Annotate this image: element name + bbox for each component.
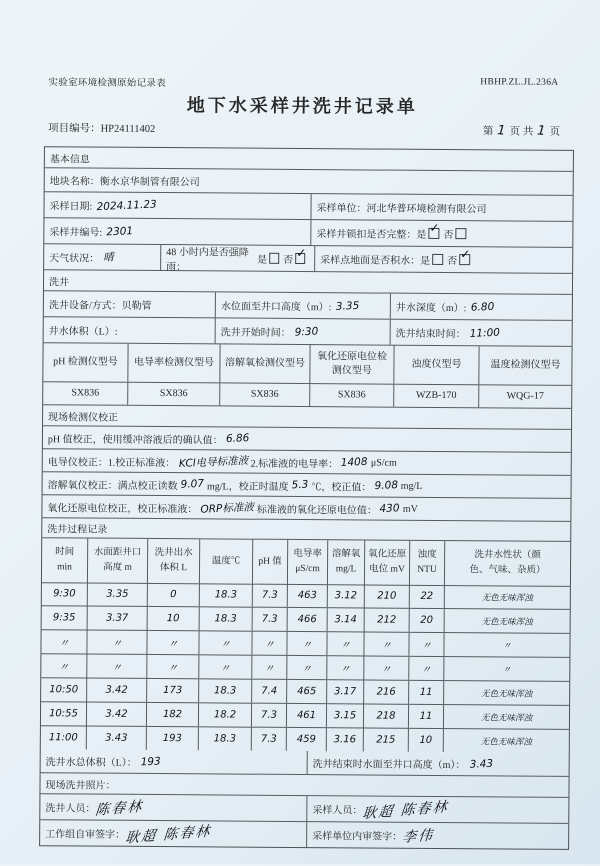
cell-temperature: 18.3 bbox=[199, 727, 252, 750]
process-header-line2: min bbox=[57, 562, 72, 573]
self-review-field bbox=[40, 820, 307, 847]
project-row bbox=[48, 120, 562, 139]
page-counter-text: 页 bbox=[549, 126, 561, 138]
process-header-line1: 水面距井口 bbox=[93, 547, 142, 559]
well-depth-value: 6.80 bbox=[470, 300, 495, 314]
well-number-value: 2301 bbox=[105, 224, 134, 238]
purge-device-value: 贝勒管 bbox=[121, 300, 152, 312]
cell-orp: 〃 bbox=[364, 656, 409, 679]
total-volume-label: 洗井水总体积（L）： bbox=[45, 757, 137, 769]
ponding-field bbox=[315, 246, 572, 273]
process-header-line2: NTU bbox=[417, 564, 437, 575]
orp-calibration-line bbox=[42, 495, 570, 521]
cond-standard-value: KCl电导标准液 bbox=[178, 454, 248, 470]
cell-temperature: 18.2 bbox=[199, 703, 252, 726]
process-header-line1: 时间 bbox=[55, 547, 75, 558]
cell-dissolved-oxygen: 〃 bbox=[327, 632, 364, 655]
cell-orp: 215 bbox=[364, 728, 409, 751]
weather-label: 天气状况： bbox=[49, 253, 100, 265]
process-header-line2: 电位 mV bbox=[369, 564, 405, 575]
cond-value: 1408 bbox=[340, 455, 369, 469]
page-counter-text: 页 共 bbox=[509, 126, 534, 138]
cell-dissolved-oxygen: 3.15 bbox=[327, 704, 364, 727]
project-number: 项目编号：HP24111402 bbox=[48, 123, 156, 135]
cell-orp: 〃 bbox=[364, 632, 409, 655]
process-header-cell bbox=[445, 541, 570, 586]
instrument-header-cell: 氧化还原电位检测仪型号 bbox=[310, 345, 394, 384]
cell-ph: 7.3 bbox=[252, 728, 287, 751]
ponding-yes-label: 是 bbox=[420, 255, 431, 267]
rain-no-checkbox-checked bbox=[295, 253, 305, 264]
cell-orp: 210 bbox=[365, 584, 410, 607]
cell-water-appearance: 无色无味浑浊 bbox=[480, 712, 533, 724]
purge-device-field bbox=[44, 291, 216, 317]
cell-ph: 〃 bbox=[252, 656, 287, 679]
cell-time: 9:30 bbox=[42, 582, 88, 605]
lock-intact-field bbox=[311, 220, 572, 247]
lock-no-label: 否 bbox=[443, 229, 454, 242]
cell-conductivity: 459 bbox=[287, 728, 327, 751]
process-header-line1: 洗井水性状（颜 bbox=[474, 550, 541, 561]
lock-yes-label: 是 bbox=[416, 229, 427, 241]
well-number-field bbox=[44, 218, 311, 245]
cell-conductivity: 466 bbox=[288, 608, 328, 631]
purge-end-value: 11:00 bbox=[469, 326, 501, 340]
process-header-line1: 洗井出水 bbox=[154, 548, 193, 559]
cell-turbidity: 11 bbox=[409, 705, 444, 728]
instrument-header-cell: pH 检测仪型号 bbox=[43, 343, 128, 382]
sampling-staff-field bbox=[307, 796, 568, 823]
cell-dissolved-oxygen: 〃 bbox=[327, 656, 364, 679]
purge-start-label: 洗井开始时间： bbox=[220, 327, 291, 339]
instrument-header-cell: 浊度仪型号 bbox=[394, 346, 479, 385]
record-form bbox=[39, 146, 574, 850]
lock-no-checkbox bbox=[455, 228, 466, 239]
instrument-model-row bbox=[43, 382, 571, 408]
lock-yes-checkbox-checked bbox=[428, 228, 439, 239]
weather-value: 晴 bbox=[102, 251, 114, 264]
water-level-value: 3.35 bbox=[335, 299, 360, 313]
cell-water-appearance: 无色无味浑浊 bbox=[481, 616, 533, 628]
process-header-cell bbox=[288, 540, 328, 584]
rain-yes-checkbox bbox=[269, 253, 279, 264]
cond-unit: μS/cm bbox=[370, 456, 397, 469]
cell-water-depth: 3.37 bbox=[88, 607, 148, 630]
do-corrected-value: 9.08 bbox=[374, 479, 399, 493]
cell-dissolved-oxygen: 3.16 bbox=[327, 728, 364, 751]
cell-time: 〃 bbox=[41, 654, 87, 677]
page-number-current: 1 bbox=[496, 123, 507, 139]
cell-temperature: 18.3 bbox=[199, 679, 252, 702]
cell-turbidity: 11 bbox=[409, 681, 444, 704]
process-header-line1: 电导率 bbox=[293, 549, 322, 560]
process-table-row bbox=[42, 606, 570, 634]
ponding-no-label: 否 bbox=[447, 256, 458, 268]
process-table-row bbox=[41, 654, 569, 682]
process-header-cell bbox=[410, 541, 445, 585]
section-well-purging: 洗井 bbox=[48, 276, 70, 288]
instrument-model-cell: WQG-17 bbox=[506, 390, 544, 402]
cell-out-volume: 〃 bbox=[147, 631, 199, 654]
cell-turbidity: 22 bbox=[410, 585, 445, 608]
do-calibration-label: 溶解氧仪校正：满点校正读数 bbox=[47, 479, 178, 492]
sampling-staff-label: 采样人员： bbox=[312, 805, 363, 817]
do-reading-value: 9.07 bbox=[180, 477, 205, 491]
well-volume-label: 井水体积（L）: bbox=[48, 326, 118, 338]
orp-unit: mV bbox=[402, 503, 418, 515]
process-header-line2: 高度 m bbox=[103, 562, 132, 573]
do-calibration-mid1: mg/L，校正时温度 bbox=[206, 480, 289, 493]
instrument-model-cell: WZB-170 bbox=[394, 385, 479, 408]
cell-water-depth: 〃 bbox=[87, 655, 147, 678]
cell-temperature: 〃 bbox=[199, 655, 252, 678]
cell-turbidity: 10 bbox=[409, 729, 444, 752]
instrument-header-cell: 温度检测仪型号 bbox=[490, 359, 561, 371]
site-name-label: 地块名称： bbox=[49, 176, 100, 188]
cell-water-appearance: 〃 bbox=[502, 640, 512, 651]
cell-temperature: 18.3 bbox=[200, 607, 253, 630]
cell-conductivity: 461 bbox=[287, 704, 327, 727]
cond-calibration-label: 电导仪校正：1.校正标准液： bbox=[47, 456, 176, 469]
end-water-height-label: 洗井结束时水面至井口高度（m）： bbox=[312, 759, 466, 772]
conductivity-calibration-line bbox=[43, 449, 571, 475]
process-header-line2: mg/L bbox=[335, 564, 357, 575]
cell-orp: 216 bbox=[364, 680, 409, 703]
cell-out-volume: 173 bbox=[147, 679, 199, 702]
sampling-org-field bbox=[311, 194, 572, 221]
sampling-org-label: 采样单位： bbox=[316, 203, 367, 215]
dissolved-oxygen-calibration-line bbox=[43, 472, 571, 498]
cell-time: 9:35 bbox=[42, 606, 88, 629]
instrument-header-cell: 电导率检测仪型号 bbox=[128, 344, 220, 383]
cell-water-appearance: 无色无味浑浊 bbox=[481, 592, 533, 604]
instrument-header-row bbox=[43, 343, 571, 385]
end-water-height-field bbox=[308, 751, 569, 776]
instrument-model-cell: SX836 bbox=[220, 383, 310, 406]
site-name-field bbox=[45, 168, 573, 195]
process-header-line2: 色、气味、杂质） bbox=[469, 565, 546, 576]
instrument-model-cell: SX836 bbox=[43, 382, 128, 405]
cell-ph: 7.3 bbox=[253, 608, 288, 631]
ph-calibration-value: 6.86 bbox=[225, 432, 250, 446]
cell-ph: 7.3 bbox=[252, 704, 287, 727]
purge-staff-label: 洗井人员： bbox=[45, 803, 96, 815]
process-header-cell bbox=[328, 540, 365, 584]
process-header-cell bbox=[365, 540, 410, 584]
process-header-line2: 体积 L bbox=[159, 563, 188, 574]
cell-time: 〃 bbox=[41, 630, 87, 653]
well-depth-field bbox=[391, 294, 572, 320]
sample-date-label: 采样日期: bbox=[49, 201, 93, 213]
cell-time: 10:55 bbox=[41, 702, 87, 725]
cell-turbidity: 〃 bbox=[409, 633, 444, 656]
total-volume-value: 193 bbox=[140, 755, 162, 768]
orp-value: 430 bbox=[379, 502, 401, 516]
well-number-label: 采样井编号: bbox=[49, 227, 103, 239]
self-review-signature: 耿超 陈春林 bbox=[124, 823, 213, 847]
cell-ph: 7.3 bbox=[253, 584, 288, 607]
cell-dissolved-oxygen: 3.12 bbox=[328, 584, 365, 607]
purge-end-field bbox=[391, 320, 572, 346]
cell-orp: 218 bbox=[364, 704, 409, 727]
sample-date-field bbox=[44, 192, 311, 219]
orp-standard-value: ORP标准液 bbox=[200, 500, 255, 516]
doc-type-label: 实验室环境检测原始记录表 bbox=[48, 78, 167, 90]
process-header-line2: μS/cm bbox=[295, 563, 320, 575]
cell-conductivity: 465 bbox=[287, 680, 327, 703]
page-counter-text: 第 bbox=[482, 126, 494, 138]
do-calibration-mid2: ℃，校正值： bbox=[311, 481, 372, 493]
ponding-label: 采样点地面是否积水： bbox=[320, 255, 421, 267]
doc-code: HBHP.ZL.JL.236A bbox=[480, 77, 559, 88]
lock-intact-label: 采样井锁扣是否完整： bbox=[316, 229, 417, 241]
process-header-line1: 氧化还原 bbox=[368, 549, 407, 561]
cell-water-depth: 3.43 bbox=[87, 727, 147, 750]
sampling-org-value: 河北华普环境检测有限公司 bbox=[366, 203, 487, 216]
section-basic-info: 基本信息 bbox=[49, 153, 90, 166]
internal-review-label: 采样单位内审签字： bbox=[312, 831, 403, 843]
sampling-staff-signature: 耿超 陈春林 bbox=[361, 798, 450, 822]
cell-water-appearance: 无色无味浑浊 bbox=[481, 688, 533, 700]
instrument-model-cell: SX836 bbox=[310, 384, 394, 407]
water-level-field bbox=[216, 292, 391, 318]
process-header-line1: 溶解氧 bbox=[331, 549, 361, 560]
cell-water-depth: 3.42 bbox=[87, 703, 147, 726]
process-table-row bbox=[41, 630, 569, 658]
cell-conductivity: 463 bbox=[288, 584, 328, 607]
site-photo-label: 现场洗井照片： bbox=[45, 779, 116, 792]
orp-calibration-label: 氧化还原电位校正，校正标准液： bbox=[47, 502, 198, 515]
process-header-cell bbox=[42, 538, 88, 582]
instrument-header-cell: 溶解氧检测仪型号 bbox=[220, 344, 310, 383]
orp-calibration-mid: 标准液的氧化还原电位值： bbox=[256, 504, 377, 517]
cell-orp: 212 bbox=[365, 608, 410, 631]
cell-ph: 〃 bbox=[252, 632, 287, 655]
process-table-row bbox=[41, 678, 569, 706]
page-title: 地下水采样井洗井记录单 bbox=[186, 95, 418, 117]
cell-water-depth: 〃 bbox=[87, 631, 147, 654]
process-header-cell bbox=[88, 539, 148, 583]
cell-temperature: 〃 bbox=[199, 631, 252, 654]
heavy-rain-label: 48 小时内是否强降雨： bbox=[166, 246, 249, 273]
cell-water-appearance: 〃 bbox=[502, 664, 512, 675]
purge-end-label: 洗井结束时间： bbox=[395, 328, 466, 341]
ponding-yes-checkbox bbox=[432, 254, 443, 265]
instrument-model-cell: SX836 bbox=[128, 383, 220, 406]
process-header-line1: pH 值 bbox=[258, 556, 282, 567]
ponding-no-checkbox-checked bbox=[459, 254, 470, 265]
water-level-label: 水位面至井口高度（m）: bbox=[220, 301, 332, 314]
ph-calibration-line bbox=[43, 426, 571, 452]
rain-yes-label: 是 bbox=[257, 254, 268, 266]
purge-device-label: 洗井设备/方式： bbox=[48, 300, 122, 312]
site-photo-field bbox=[40, 773, 568, 797]
do-calibration-unit: mg/L bbox=[400, 480, 423, 492]
cell-conductivity: 〃 bbox=[287, 656, 327, 679]
process-header-cell bbox=[200, 539, 253, 583]
self-review-label: 工作组自审签字： bbox=[45, 829, 126, 841]
purge-start-value: 9:30 bbox=[294, 325, 319, 339]
process-table-header bbox=[42, 538, 570, 587]
cell-conductivity: 〃 bbox=[287, 632, 327, 655]
total-volume-field bbox=[41, 749, 308, 774]
page-number-total: 1 bbox=[536, 123, 547, 139]
cell-turbidity: 20 bbox=[410, 609, 445, 632]
page-counter bbox=[481, 123, 562, 139]
well-volume-field bbox=[44, 317, 216, 343]
process-header-line1: 浊度 bbox=[417, 550, 437, 561]
cell-water-depth: 3.35 bbox=[88, 583, 148, 606]
purge-staff-signature: 陈春林 bbox=[94, 798, 144, 819]
cond-calibration-mid: 2.标准液的电导率： bbox=[250, 458, 339, 470]
weather-field bbox=[44, 244, 161, 270]
section-calibration: 现场检测仪校正 bbox=[48, 411, 119, 424]
purge-start-field bbox=[216, 318, 391, 344]
purge-staff-field bbox=[40, 794, 307, 821]
end-water-height-value: 3.43 bbox=[469, 757, 494, 771]
cell-time: 10:50 bbox=[41, 678, 87, 701]
cell-water-depth: 3.42 bbox=[87, 679, 147, 702]
process-table-row bbox=[41, 702, 569, 730]
site-name-value: 衡水京华制管有限公司 bbox=[99, 176, 200, 189]
cell-water-appearance: 无色无味浑浊 bbox=[480, 736, 532, 748]
process-header-line1: 温度℃ bbox=[211, 556, 241, 567]
heavy-rain-field bbox=[161, 245, 315, 271]
well-depth-label: 井水深度（m）: bbox=[395, 302, 467, 315]
cell-turbidity: 〃 bbox=[409, 657, 444, 680]
cell-dissolved-oxygen: 3.17 bbox=[327, 680, 364, 703]
process-table-row bbox=[42, 582, 570, 610]
cell-out-volume: 182 bbox=[147, 703, 199, 726]
cell-out-volume: 〃 bbox=[147, 655, 199, 678]
cell-time: 11:00 bbox=[41, 726, 87, 749]
cell-out-volume: 193 bbox=[147, 727, 199, 750]
process-table-body bbox=[41, 582, 570, 753]
cell-out-volume: 0 bbox=[148, 583, 200, 606]
ph-calibration-label: pH 值校正，使用缓冲溶液后的确认值： bbox=[47, 433, 223, 446]
cell-ph: 7.4 bbox=[252, 680, 287, 703]
cell-dissolved-oxygen: 3.14 bbox=[328, 608, 365, 631]
rain-no-label: 否 bbox=[283, 254, 294, 266]
cell-temperature: 18.3 bbox=[200, 583, 253, 606]
sample-date-value: 2024.11.23 bbox=[96, 197, 157, 213]
do-temperature-value: 5.3 bbox=[291, 478, 309, 492]
cell-out-volume: 10 bbox=[148, 607, 200, 630]
internal-review-signature: 李伟 bbox=[401, 826, 435, 846]
process-header-cell bbox=[148, 539, 200, 583]
process-header-cell bbox=[253, 540, 288, 584]
internal-review-field bbox=[307, 822, 568, 849]
section-purge-process: 洗井过程记录 bbox=[47, 524, 108, 536]
